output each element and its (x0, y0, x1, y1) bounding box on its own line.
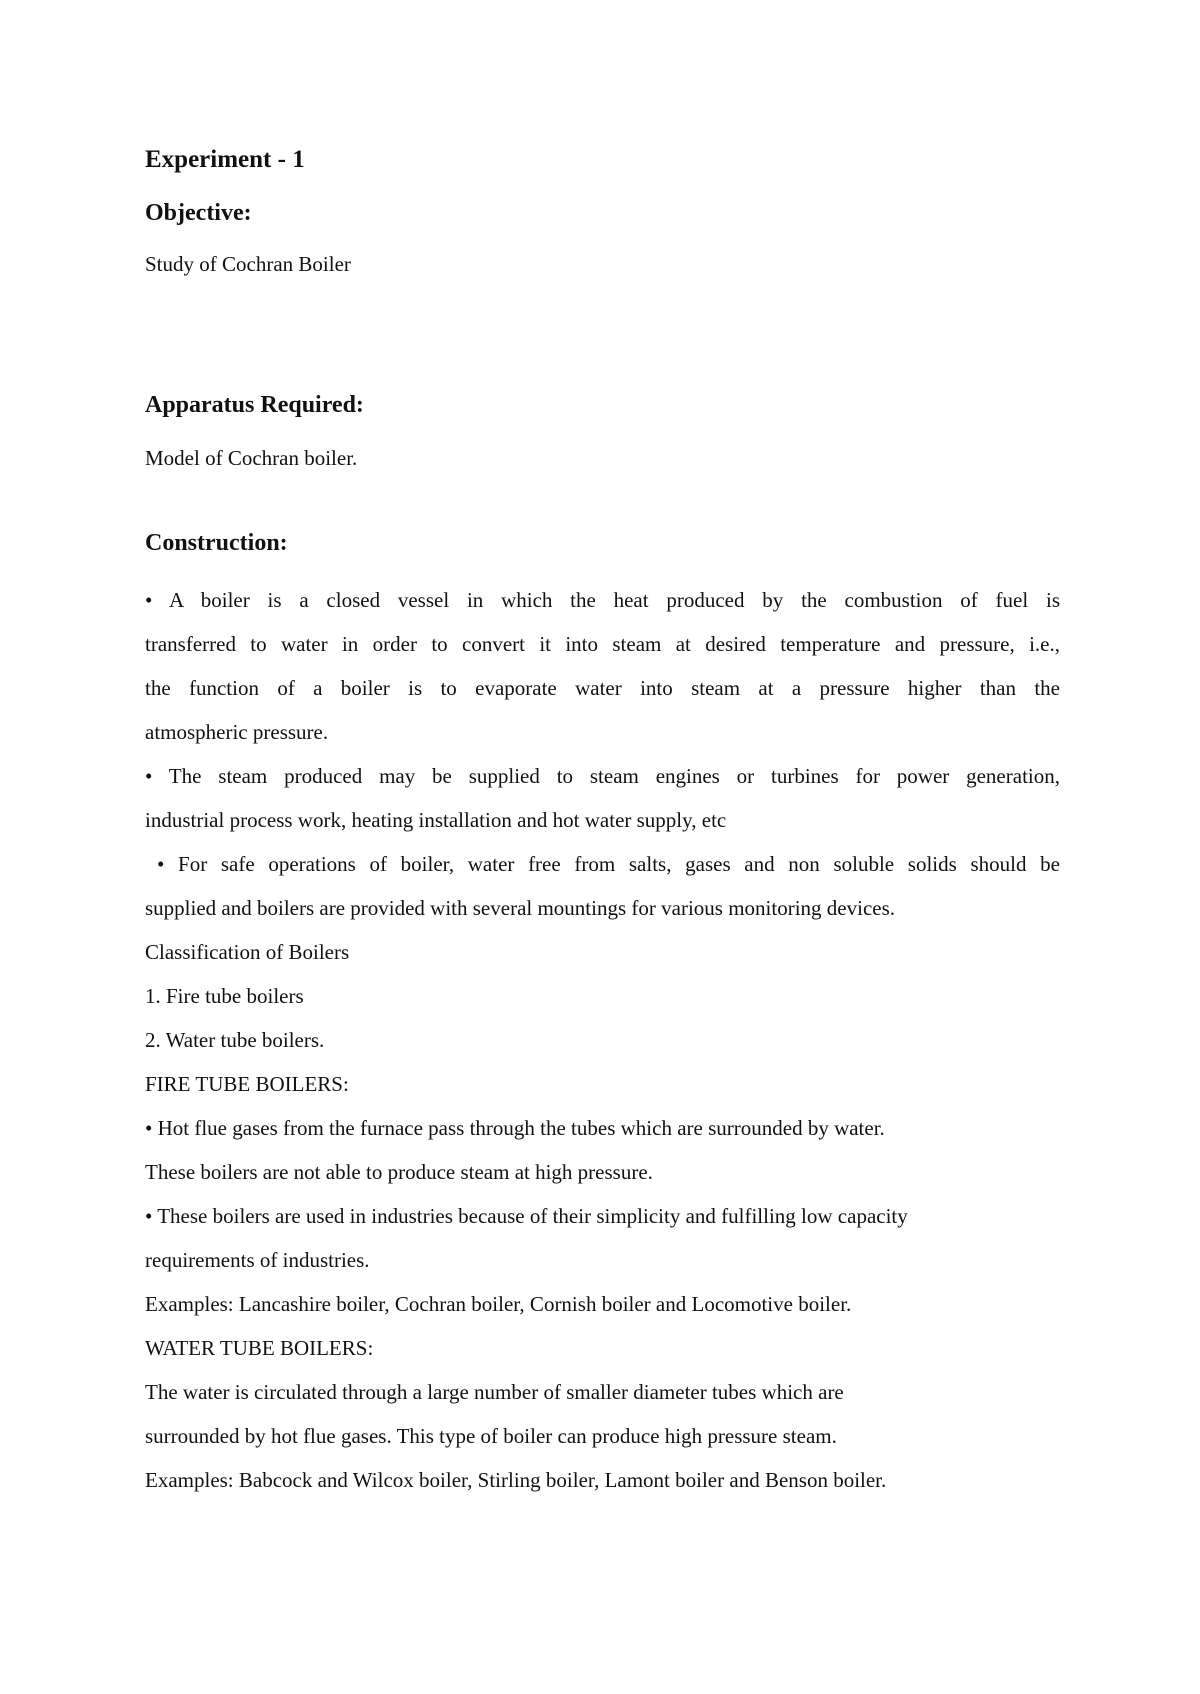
body-line: FIRE TUBE BOILERS: (145, 1072, 349, 1096)
body-line: • Hot flue gases from the furnace pass through the tubes which are surrounded by water. (145, 1116, 885, 1140)
document-title: Experiment - 1 (145, 146, 305, 173)
body-line: surrounded by hot flue gases. This type of boiler can produce high pressure steam. (145, 1424, 837, 1448)
objective-heading: Objective: (145, 200, 252, 226)
body-line: Examples: Lancashire boiler, Cochran boiler, Cornish boiler and Locomotive boiler. (145, 1292, 852, 1316)
body-line: The water is circulated through a large number of smaller diameter tubes which are (145, 1380, 844, 1404)
body-line: • For safe operations of boiler, water free from salts, gases and non soluble solids should be (157, 852, 1060, 876)
body-line: requirements of industries. (145, 1248, 370, 1272)
body-line: supplied and boilers are provided with several mountings for various monitoring devices. (145, 896, 896, 920)
body-line: WATER TUBE BOILERS: (145, 1336, 374, 1360)
body-line: the function of a boiler is to evaporate water into steam at a pressure higher than the (145, 676, 1060, 700)
body-line: • These boilers are used in industries because of their simplicity and fulfilling low capacity (145, 1204, 908, 1228)
body-line: transferred to water in order to convert it into steam at desired temperature and pressure, i.e., (145, 632, 1060, 656)
body-line: 2. Water tube boilers. (145, 1028, 325, 1052)
body-line: • The steam produced may be supplied to steam engines or turbines for power generation, (145, 764, 1060, 788)
body-line: 1. Fire tube boilers (145, 984, 304, 1008)
body-line: industrial process work, heating installation and hot water supply, etc (145, 808, 727, 832)
body-line: atmospheric pressure. (145, 720, 329, 744)
body-line: Classification of Boilers (145, 940, 350, 964)
apparatus-heading: Apparatus Required: (145, 392, 364, 418)
objective-text: Study of Cochran Boiler (145, 252, 351, 276)
apparatus-text: Model of Cochran boiler. (145, 446, 358, 470)
construction-heading: Construction: (145, 530, 288, 556)
body-line: Examples: Babcock and Wilcox boiler, Stirling boiler, Lamont boiler and Benson boiler. (145, 1468, 887, 1492)
body-line: • A boiler is a closed vessel in which the heat produced by the combustion of fuel is (145, 588, 1060, 612)
body-line: These boilers are not able to produce steam at high pressure. (145, 1160, 653, 1184)
construction-body (145, 578, 1060, 1502)
